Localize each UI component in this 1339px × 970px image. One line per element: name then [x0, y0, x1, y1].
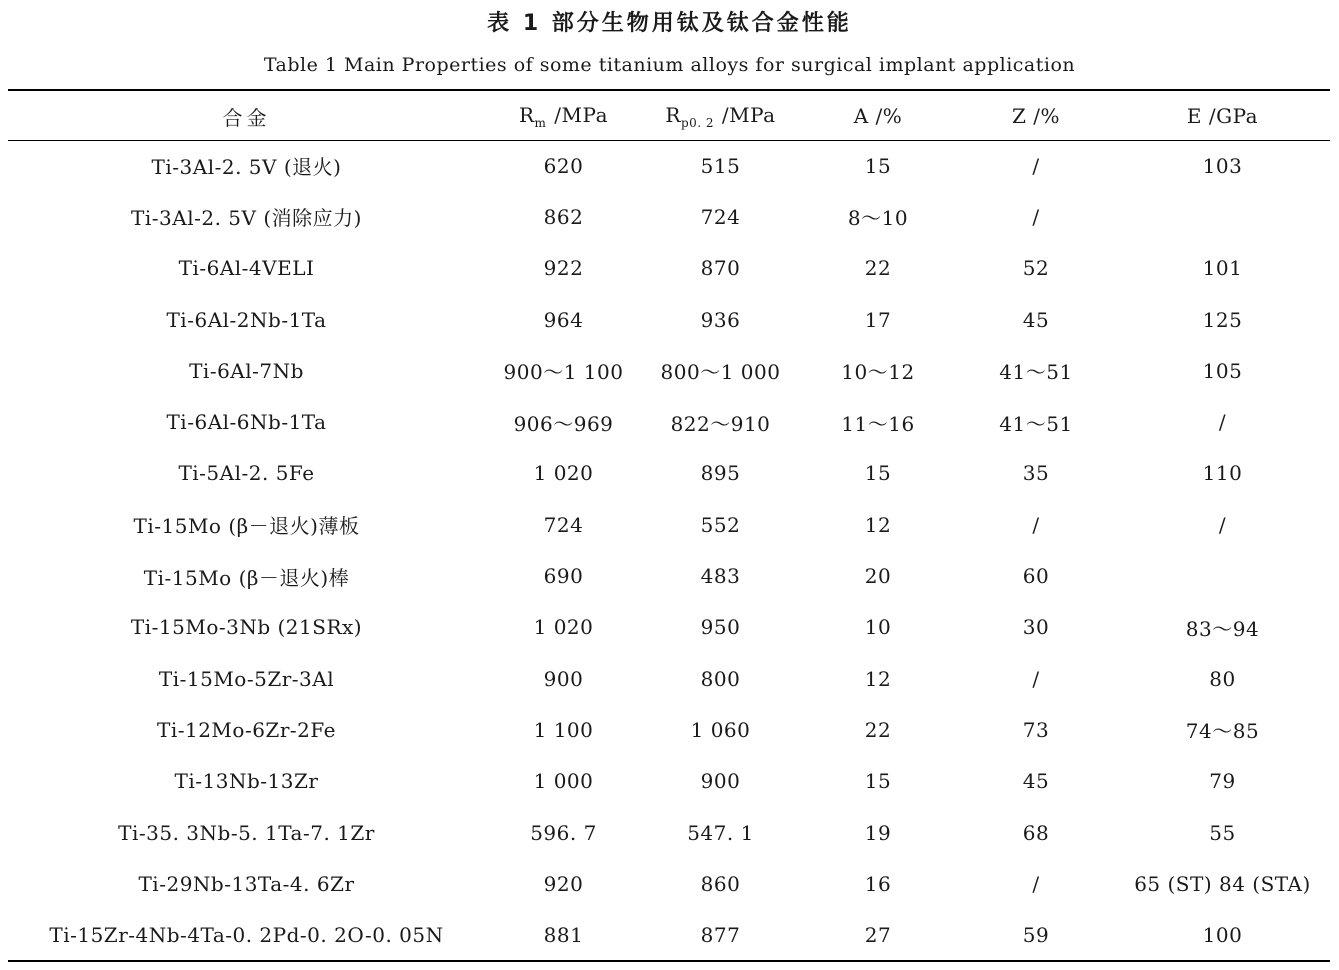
cell-rm: 906～969 — [513, 411, 614, 436]
cell-alloy: Ti-6Al-6Nb-1Ta — [166, 410, 327, 435]
cell-rp: 552 — [700, 512, 741, 537]
cell-z: / — [1032, 153, 1040, 178]
cell-a: 8～10 — [847, 206, 909, 231]
cell-rm: 1 000 — [533, 769, 594, 794]
cell-z: 41～51 — [999, 360, 1073, 385]
cell-alloy: Ti-3Al-2. 5V (退火) — [151, 155, 342, 180]
cell-z: 59 — [1022, 923, 1050, 948]
cell-alloy: Ti-13Nb-13Zr — [174, 769, 319, 794]
cell-a: 10～12 — [841, 360, 915, 385]
cell-z: 30 — [1022, 615, 1050, 640]
cell-rp: 800～1 000 — [660, 360, 781, 385]
cell-e: 101 — [1202, 256, 1243, 281]
header-alloy-label: 合金 — [222, 105, 271, 130]
cell-alloy: Ti-5Al-2. 5Fe — [178, 461, 315, 486]
cell-a: 27 — [864, 923, 892, 948]
cell-a: 12 — [864, 512, 892, 537]
cell-e: 74～85 — [1185, 719, 1260, 744]
header-tensile-strength — [485, 92, 642, 140]
header-rm-subscript: m — [534, 115, 547, 130]
cell-alloy: Ti-15Mo (β－退火)薄板 — [133, 514, 360, 539]
cell-e: 105 — [1202, 358, 1243, 383]
cell-e: 103 — [1202, 153, 1243, 178]
alloy-properties-table — [8, 92, 1330, 961]
cell-e: 125 — [1202, 307, 1243, 332]
cell-rp: 822～910 — [670, 411, 771, 436]
table-title-chinese: 表 1 部分生物用钛及钛合金性能 — [487, 11, 852, 36]
table-row — [8, 602, 1330, 653]
cell-rm: 862 — [543, 204, 584, 229]
cell-alloy: Ti-12Mo-6Zr-2Fe — [156, 717, 336, 742]
cell-rm: 1 020 — [533, 615, 594, 640]
cell-rm: 922 — [543, 256, 584, 281]
header-area-reduction: Z /% — [1012, 104, 1060, 128]
cell-alloy: Ti-15Zr-4Nb-4Ta-0. 2Pd-0. 2O-0. 05N — [49, 923, 444, 948]
header-rp-unit: /MPa — [715, 102, 776, 127]
table-title-english: Table 1 Main Properties of some titanium alloys for surgical implant application — [263, 54, 1076, 76]
cell-z: 41～51 — [999, 411, 1073, 436]
table-row — [8, 243, 1330, 294]
table-row — [8, 499, 1330, 550]
cell-e: 100 — [1202, 923, 1243, 948]
cell-rm: 1 020 — [533, 461, 594, 486]
cell-rp: 877 — [700, 923, 741, 948]
cell-e: / — [1218, 512, 1227, 537]
cell-z: 35 — [1022, 461, 1050, 486]
cell-rm: 620 — [543, 153, 584, 178]
cell-z: / — [1032, 666, 1040, 691]
cell-rp: 547. 1 — [687, 820, 754, 845]
cell-rm: 1 100 — [533, 717, 594, 742]
cell-a: 20 — [864, 564, 892, 589]
cell-a: 11～16 — [841, 411, 915, 436]
cell-z: 73 — [1022, 717, 1050, 742]
cell-alloy: Ti-3Al-2. 5V (消除应力) — [131, 206, 362, 231]
table-row — [8, 807, 1330, 858]
cell-rp: 950 — [700, 615, 741, 640]
cell-rm: 900 — [543, 666, 584, 691]
cell-alloy: Ti-29Nb-13Ta-4. 6Zr — [138, 871, 355, 896]
table-row — [8, 191, 1330, 242]
cell-alloy: Ti-6Al-7Nb — [189, 358, 304, 383]
cell-e: 80 — [1209, 666, 1236, 691]
table-row — [8, 756, 1330, 807]
cell-alloy: Ti-35. 3Nb-5. 1Ta-7. 1Zr — [118, 820, 375, 845]
cell-rm: 690 — [543, 564, 584, 589]
cell-alloy: Ti-6Al-2Nb-1Ta — [166, 307, 327, 332]
cell-z: 52 — [1022, 256, 1050, 281]
table-row — [8, 396, 1330, 447]
cell-z: / — [1032, 871, 1040, 896]
cell-alloy: Ti-15Mo (β－退火)棒 — [143, 565, 350, 590]
table-row — [8, 909, 1330, 960]
cell-rp: 1 060 — [690, 717, 751, 742]
cell-a: 22 — [864, 256, 892, 281]
cell-e — [1115, 191, 1330, 242]
table-row — [8, 140, 1330, 191]
cell-a: 12 — [864, 666, 892, 691]
cell-e: 65 (ST) 84 (STA) — [1134, 871, 1311, 896]
header-elongation: A /% — [853, 104, 903, 128]
table-row — [8, 653, 1330, 704]
cell-z: / — [1032, 204, 1040, 229]
table-row — [8, 858, 1330, 909]
cell-e: 55 — [1209, 820, 1236, 845]
cell-alloy: Ti-6Al-4VELI — [178, 256, 315, 281]
cell-e: / — [1218, 410, 1227, 435]
cell-rm: 881 — [543, 923, 584, 948]
cell-a: 15 — [864, 461, 892, 486]
cell-rp: 800 — [700, 666, 741, 691]
header-rp-subscript: p0. 2 — [680, 115, 715, 130]
cell-z: 68 — [1022, 820, 1050, 845]
cell-z: 45 — [1022, 307, 1050, 332]
cell-rp: 724 — [700, 204, 741, 229]
cell-rp: 936 — [700, 307, 741, 332]
header-rm-unit: /MPa — [547, 102, 608, 127]
cell-rm: 724 — [543, 512, 584, 537]
cell-e: 79 — [1209, 769, 1236, 794]
cell-a: 17 — [864, 307, 892, 332]
header-alloy — [8, 92, 485, 140]
cell-rp: 515 — [700, 153, 741, 178]
table-row — [8, 294, 1330, 345]
header-rm-base: R — [518, 102, 535, 127]
cell-rp: 900 — [700, 769, 741, 794]
header-elastic-modulus: E /GPa — [1186, 104, 1259, 128]
cell-a: 10 — [864, 615, 892, 640]
cell-z: 45 — [1022, 769, 1050, 794]
cell-rp: 483 — [700, 564, 741, 589]
cell-rp: 860 — [700, 871, 741, 896]
cell-a: 15 — [864, 153, 892, 178]
cell-z: / — [1032, 512, 1040, 537]
table-row — [8, 550, 1330, 601]
cell-alloy: Ti-15Mo-5Zr-3Al — [158, 666, 335, 691]
cell-e: 110 — [1202, 461, 1243, 486]
table-row — [8, 345, 1330, 396]
cell-rp: 870 — [700, 256, 741, 281]
cell-alloy: Ti-15Mo-3Nb (21SRx) — [130, 615, 363, 640]
cell-rm: 900～1 100 — [503, 360, 624, 385]
header-yield-strength — [642, 92, 799, 140]
cell-rp: 895 — [700, 461, 741, 486]
cell-e — [1115, 550, 1330, 601]
cell-a: 16 — [864, 871, 892, 896]
table-top-rule — [8, 89, 1330, 91]
cell-a: 19 — [864, 820, 892, 845]
cell-rm: 596. 7 — [530, 820, 597, 845]
cell-rm: 964 — [543, 307, 584, 332]
cell-e: 83～94 — [1185, 616, 1260, 641]
table-header-row — [8, 92, 1330, 140]
cell-a: 22 — [864, 717, 892, 742]
header-rp-base: R — [665, 102, 681, 127]
cell-rm: 920 — [543, 871, 584, 896]
table-row — [8, 704, 1330, 755]
cell-z: 60 — [1022, 564, 1050, 589]
table-row — [8, 448, 1330, 499]
cell-a: 15 — [864, 769, 892, 794]
